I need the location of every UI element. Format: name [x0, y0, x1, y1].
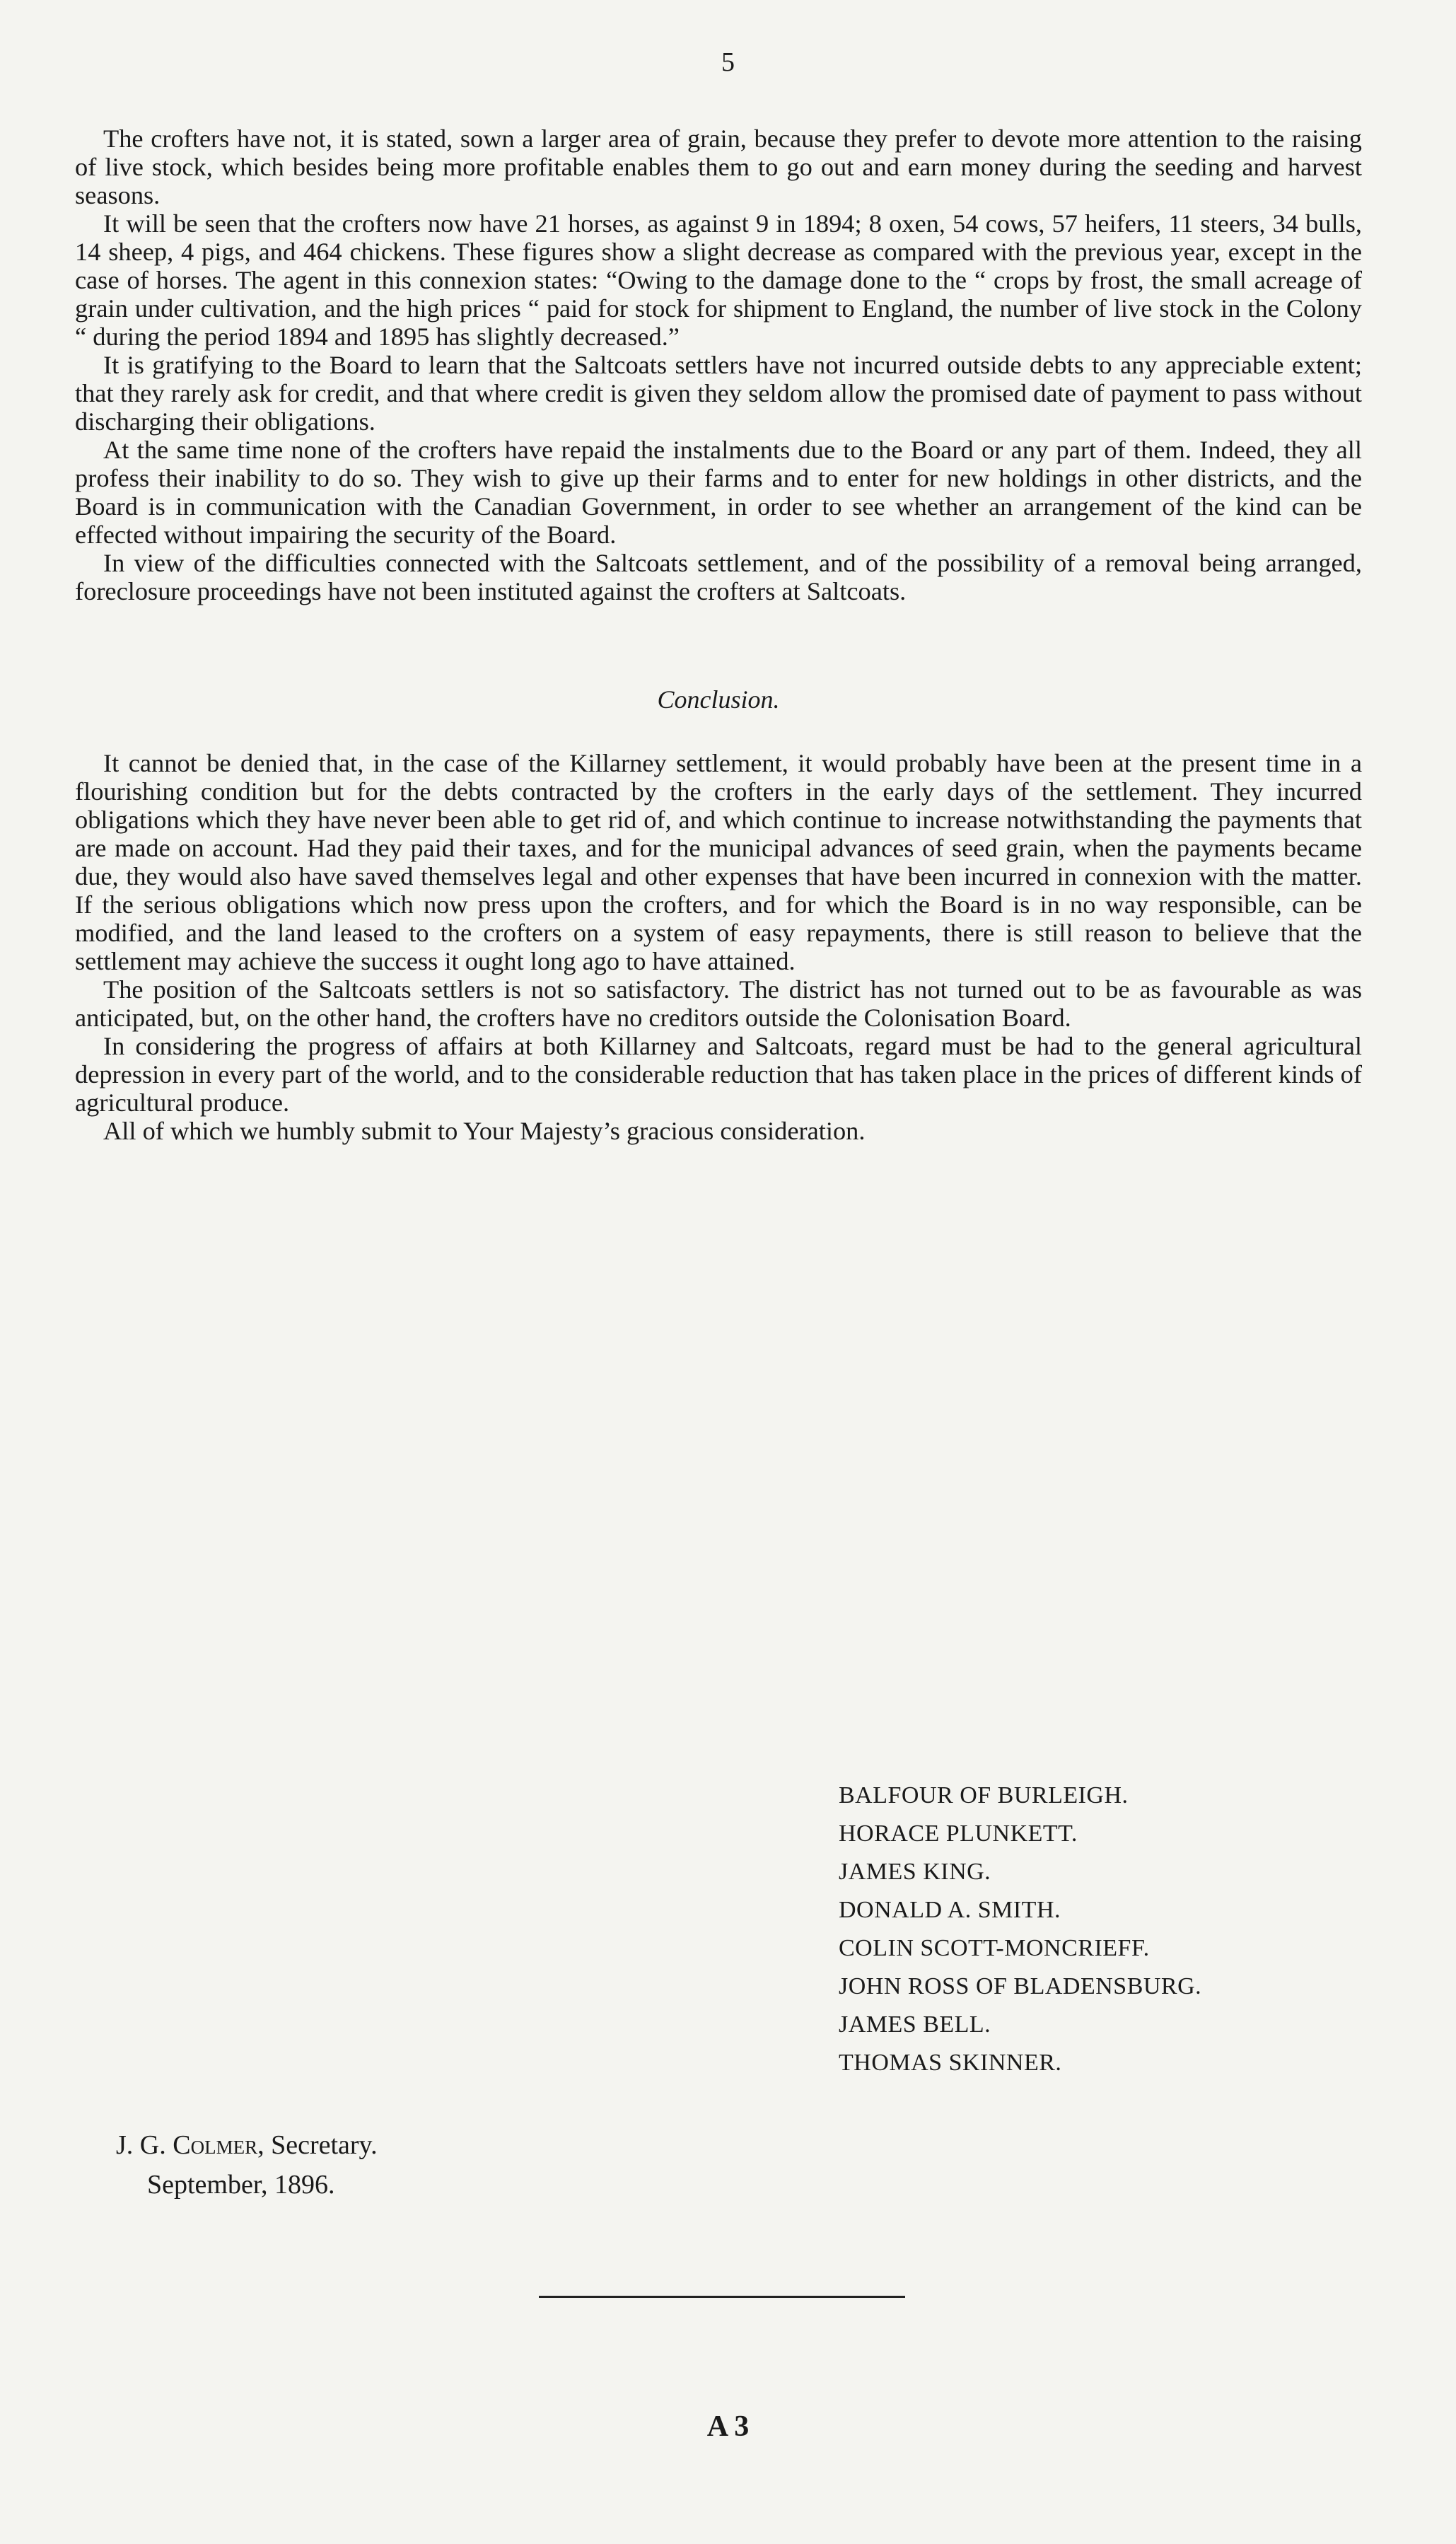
secretary-line [116, 2125, 378, 2165]
horizontal-rule [539, 2296, 905, 2298]
signatory: HORACE PLUNKETT. [839, 1820, 1078, 1847]
paragraph-instalments: At the same time none of the crofters have repaid the instalments due to the Board or any part of them. Indeed, they all profess their inability to do so. They wish to give up their farms and to enter for new holdings in other districts, and the Board is in communication with the Canadian Government, in order to see whether an arrangement of the kind can be effected without impairing the security of the Board. [75, 436, 1362, 549]
section-heading-conclusion: Conclusion. [657, 685, 780, 714]
paragraph-saltcoats-position: The position of the Saltcoats settlers is not so satisfactory. The district has not turned out to be as favourable as was anticipated, but, on the other hand, the crofters have no creditors outside the Colonisation Board. [75, 975, 1362, 1032]
report-date: September, 1896. [147, 2170, 335, 2200]
paragraph-grain: The crofters have not, it is stated, sown a larger area of grain, because they prefer to devote more attention to the raising of live stock, which besides being more profitable enables them to go out and earn money during the seeding and harvest seasons. [75, 124, 1362, 209]
report-body [75, 124, 1362, 1145]
secretary-title: Secretary. [271, 2130, 378, 2160]
printer-signature-mark: A 3 [706, 2410, 750, 2443]
signatory: JAMES KING. [839, 1859, 991, 1885]
paragraph-saltcoats-debts: It is gratifying to the Board to learn that the Saltcoats settlers have not incurred outside debts to any appreciable extent; that they rarely ask for credit, and that where credit is given they seldom allow the promised date of payment to pass without discharging their obligations. [75, 351, 1362, 436]
paragraph-foreclosure: In view of the difficulties connected with the Saltcoats settlement, and of the possibility of a removal being arranged, foreclosure proceedings have not been instituted against the crofters at Saltcoats. [75, 549, 1362, 605]
signatory-list [839, 1777, 1201, 2082]
secretary-block [116, 2125, 378, 2205]
page-number: 5 [721, 47, 735, 77]
paragraph-depression: In considering the progress of affairs at both Killarney and Saltcoats, regard must be had to the general agricultural depression in every part of the world, and to the considerable reduction that has taken place in the prices of different kinds of agricultural produce. [75, 1032, 1362, 1117]
paragraph-submission: All of which we humbly submit to Your Majesty’s gracious consideration. [103, 1117, 866, 1145]
signatory: DONALD A. SMITH. [839, 1897, 1061, 1923]
signatory: THOMAS SKINNER. [839, 2050, 1062, 2076]
signatory: COLIN SCOTT-MONCRIEFF. [839, 1935, 1150, 1961]
paragraph-killarney: It cannot be denied that, in the case of the Killarney settlement, it would probably have been at the present time in a flourishing condition but for the debts contracted by the crofters in the early days of the settlement. They incurred obligations which they have never been able to get rid of, and which continue to increase notwithstanding the payments that are made on account. Had they paid their taxes, and for the municipal advances of seed grain, when the payments became due, they would also have saved themselves legal and other expenses that have been incurred in connexion with the matter. If the serious obligations which now press upon the crofters, and for which the Board is in no way responsible, can be modified, and the land leased to the crofters on a system of easy repayments, there is still reason to believe that the settlement may achieve the success it ought long ago to have attained. [75, 749, 1362, 975]
secretary-name: J. G. Colmer, [116, 2130, 264, 2160]
signatory: JOHN ROSS OF BLADENSBURG. [839, 1973, 1202, 1999]
signatory: JAMES BELL. [839, 2011, 991, 2038]
paragraph-livestock: It will be seen that the crofters now have 21 horses, as against 9 in 1894; 8 oxen, 54 cows, 57 heifers, 11 steers, 34 bulls, 14 sheep, 4 pigs, and 464 chickens. These figures show a slight decrease as compared with the previous year, except in the case of horses. The agent in this connexion states: “Owing to the damage done to the “ crops by frost, the small acreage of grain under cultivation, and the high prices “ paid for stock for shipment to England, the number of live stock in the Colony “ during the period 1894 and 1895 has slightly decreased.” [75, 209, 1362, 351]
signatory: BALFOUR OF BURLEIGH. [839, 1782, 1129, 1808]
